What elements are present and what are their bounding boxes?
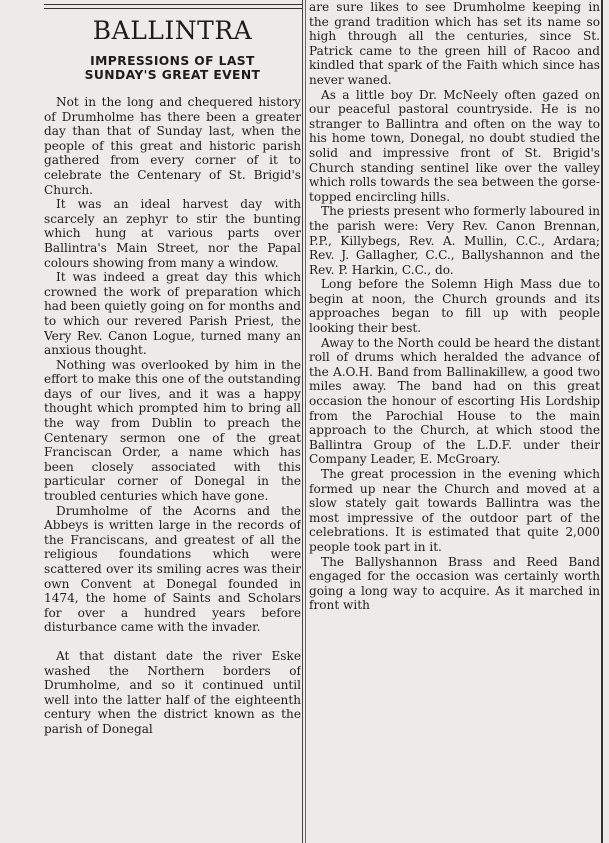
subheadline-line-1: IMPRESSIONS OF LAST — [90, 54, 255, 68]
paragraph: The Ballyshannon Brass and Reed Band engaged for the occasion was certainly worth going a long way to acquire. As it marched in front with — [309, 554, 600, 613]
right-margin-rule — [601, 0, 603, 843]
subheadline-line-2: SUNDAY'S GREAT EVENT — [84, 68, 261, 82]
subheadline — [44, 54, 301, 82]
paragraph: are sure likes to see Drumholme keeping in the grand tradition which has set its name so high through all the centuries, since St. Patrick came to the green hill of Racoo and kindled that spark of the Faith which since has never waned. — [309, 0, 600, 87]
column-rule — [302, 0, 303, 843]
paragraph: It was indeed a great day this which crowned the work of preparation which had been quietly going on for months and to which our revered Parish Priest, the Very Rev. Canon Logue, turned many an anxious thought. — [44, 270, 301, 358]
paragraph: The priests present who formerly laboured in the parish were: Very Rev. Canon Brennan, P.P., Killybegs, Rev. A. Mullin, C.C., Ardara; Rev. J. Gallagher, C.C., Ballyshannon and the Rev. P. Harkin, C.C., do. — [309, 204, 600, 277]
paragraph: Away to the North could be heard the distant roll of drums which heralded the advance of the A.O.H. Band from Ballinakillew, a good two miles away. The band had on this great occasion the honour of escorting His Lordship from the Parochial House to the main approach to the Church, at which stood the Ballintra Group of the L.D.F. under their Company Leader, E. McGroary. — [309, 335, 600, 467]
paragraph: The great procession in the evening which formed up near the Church and moved at a slow stately gait towards Ballintra was the most impressive of the outdoor part of the celebrations. It is estimated that quite 2,000 people took part in it. — [309, 467, 600, 554]
left-column — [44, 0, 301, 843]
column-rule-inner — [305, 0, 306, 843]
paragraph: At that distant date the river Eske washed the Northern borders of Drumholme, and so it continued until well into the latter half of the eighteenth century when the district known as the parish of Donegal — [44, 648, 301, 736]
paragraph: It was an ideal harvest day with scarcely an zephyr to stir the bunting which hung at various parts over Ballintra's Main Street, nor the Papal colours showing from many a window. — [44, 197, 301, 270]
right-column — [309, 0, 600, 843]
paragraph: Nothing was overlooked by him in the effort to make this one of the outstanding days of our lives, and it was a happy thought which prompted him to bring all the way from Dublin to preach the Centenary sermon one of the great Franciscan Order, a name which has been closely associated with this particular corner of Donegal in the troubled centuries which have gone. — [44, 357, 301, 504]
paragraph: Not in the long and chequered history of Drumholme has there been a greater day than that of Sunday last, when the people of this great and historic parish gathered from every corner of it to celebrate the Centenary of St. Brigid's Church. — [44, 95, 301, 197]
paragraph: Drumholme of the Acorns and the Abbeys is written large in the records of the Franciscans, and greatest of all the religious foundations which were scattered over its smiling acres was their own Convent at Donegal founded in 1474, the home of Saints and Scholars for over a hundred years before disturbance came with the invader. — [44, 503, 301, 635]
paragraph: As a little boy Dr. McNeely often gazed on our peaceful pastoral countryside. He is no stranger to Ballintra and often on the way to his home town, Donegal, no doubt studied the solid and impressive front of St. Brigid's Church standing sentinel like over the valley which rolls towards the sea between the gorse-topped encircling hills. — [309, 87, 600, 204]
paragraph: Long before the Solemn High Mass due to begin at noon, the Church grounds and its approaches began to fill up with people looking their best. — [309, 277, 600, 336]
headline: BALLINTRA — [92, 16, 253, 45]
